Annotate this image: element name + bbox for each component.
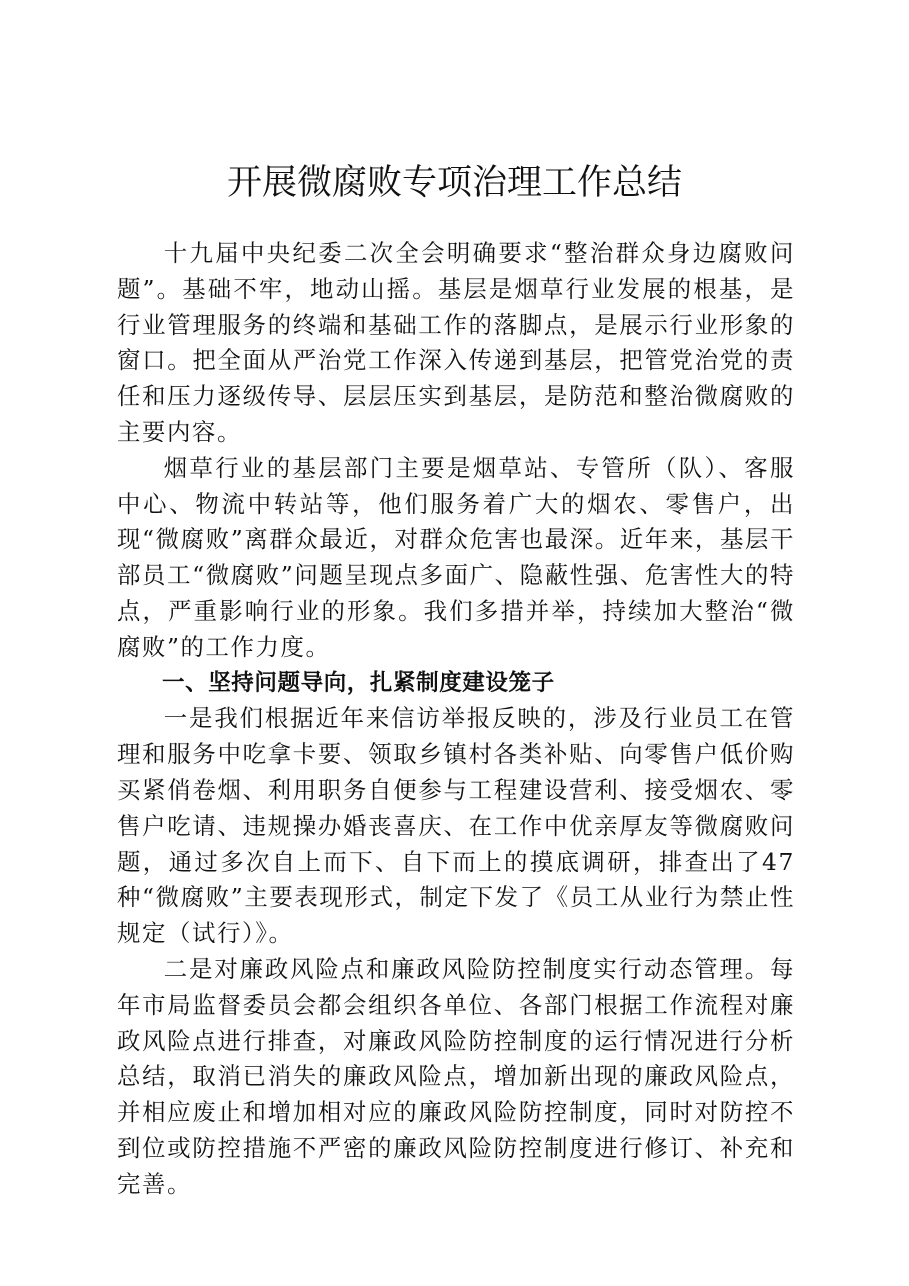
paragraph-intro: 十九届中央纪委二次全会明确要求“整治群众身边腐败问题”。基础不牢，地动山摇。基层是烟草行业发展的根基，是行业管理服务的终端和基础工作的落脚点，是展示行业形象的窗口。把全面从严治党工作深入传递到基层，把管党治党的责任和压力逐级传导、层层压实到基层，是防范和整治微腐败的主要内容。 [117, 239, 795, 446]
document-title: 开展微腐败专项治理工作总结 [226, 163, 682, 203]
document-body [117, 236, 795, 1203]
paragraph-point-two: 二是对廉政风险点和廉政风险防控制度实行动态管理。每年市局监督委员会都会组织各单位、各部门根据工作流程对廉政风险点进行排查，对廉政风险防控制度的运行情况进行分析总结，取消已消失的廉政风险点，增加新出现的廉政风险点，并相应废止和增加相对应的廉政风险防控制度，同时对防控不到位或防控措施不严密的廉政风险防控制度进行修订、补充和完善。 [117, 954, 795, 1198]
paragraph-background: 烟草行业的基层部门主要是烟草站、专管所（队）、客服中心、物流中转站等，他们服务着广大的烟农、零售户，出现“微腐败”离群众最近，对群众危害也最深。近年来，基层干部员工“微腐败”问题呈现点多面广、隐蔽性强、危害性大的特点，严重影响行业的形象。我们多措并举，持续加大整治“微腐败”的工作力度。 [117, 453, 795, 661]
section-heading: 一、坚持问题导向，扎紧制度建设笼子 [162, 669, 555, 696]
paragraph-point-one: 一是我们根据近年来信访举报反映的，涉及行业员工在管理和服务中吃拿卡要、领取乡镇村各类补贴、向零售户低价购买紧俏卷烟、利用职务自便参与工程建设营利、接受烟农、零售户吃请、违规操办婚丧喜庆、在工作中优亲厚友等微腐败问题，通过多次自上而下、自下而上的摸底调研，排查出了47种“微腐败”主要表现形式，制定下发了《员工从业行为禁止性规定（试行）》。 [117, 704, 795, 948]
